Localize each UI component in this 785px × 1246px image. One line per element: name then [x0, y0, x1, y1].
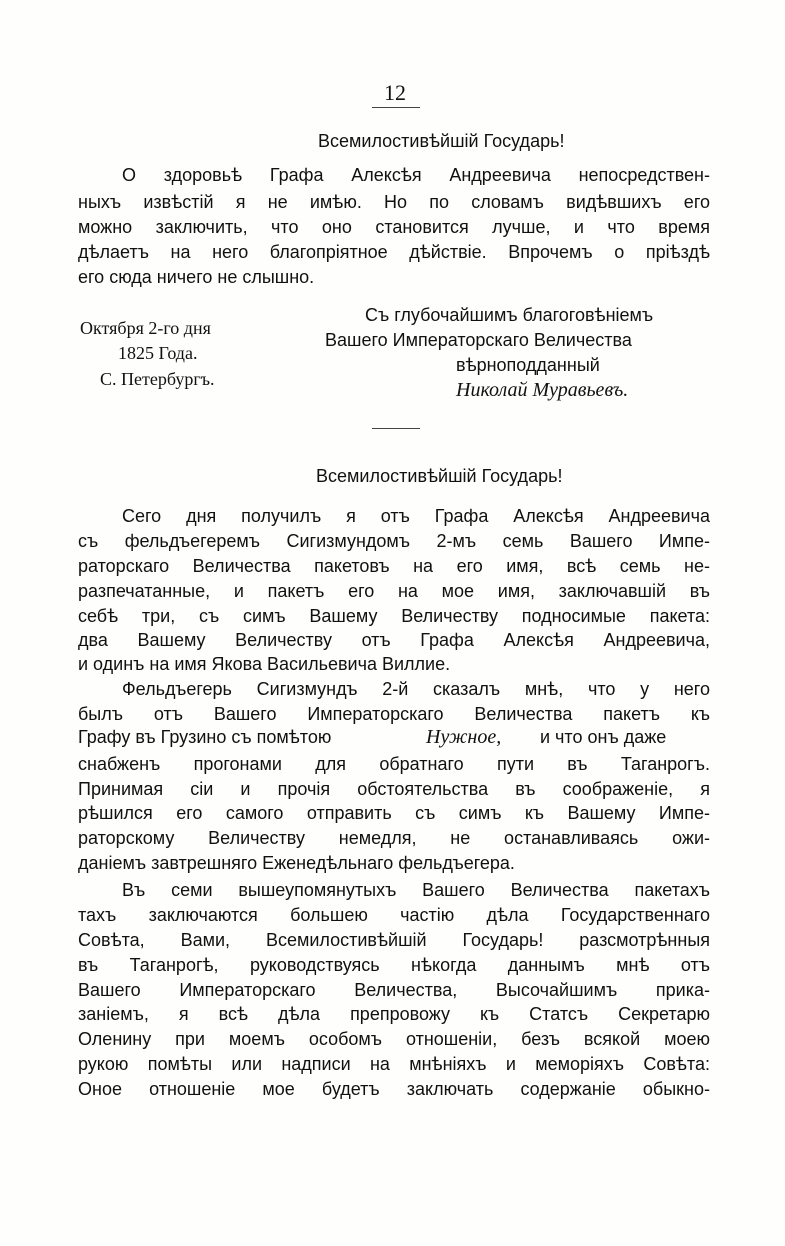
letter2-line: раторскому Величеству немедля, не останавливаясь ожи- — [78, 828, 710, 848]
letter1-salutation: Всемилостивѣйшій Государь! — [318, 131, 565, 151]
letter1-line: можно заключить, что оно становится лучше, и что время — [78, 217, 710, 237]
letter2-line: въ Таганрогѣ, руководствуясь нѣкогда даннымъ мнѣ отъ — [78, 955, 710, 975]
letter2-mark-note: Нужное, — [426, 726, 502, 748]
section-divider — [372, 428, 420, 429]
letter2-line: Совѣта, Вами, Всемилостивѣйшій Государь! разсмотрѣнныя — [78, 930, 710, 950]
letter2-line: съ фельдъегеремъ Сигизмундомъ 2-мъ семь Вашего Импе- — [78, 531, 710, 551]
letter2-line-part: и что онъ даже — [540, 727, 667, 747]
letter1-line: дѣлаетъ на него благопріятное дѣйствіе. Впрочемъ о пріѣздѣ — [78, 242, 710, 262]
letter2-line-part: Графу въ Грузино съ помѣтою — [78, 727, 332, 747]
letter2-line: рукою помѣты или надписи на мнѣніяхъ и меморіяхъ Совѣта: — [78, 1054, 710, 1074]
letter1-year: 1825 Года. — [118, 343, 198, 363]
letter2-line: снабженъ прогонами для обратнаго пути въ Таганрогъ. — [78, 754, 710, 774]
letter1-place: С. Петербургъ. — [100, 369, 215, 389]
letter2-line: заніемъ, я всѣ дѣла препровожу къ Статсъ Секретарю — [78, 1004, 710, 1024]
letter1-date: Октября 2-го дня — [80, 318, 211, 338]
letter2-line: былъ отъ Вашего Императорскаго Величества пакетъ къ — [78, 704, 710, 724]
letter2-line: Въ семи вышеупомянутыхъ Вашего Величества пакетахъ — [122, 880, 710, 900]
letter2-line: тахъ заключаются большею частію дѣла Государственнаго — [78, 905, 710, 925]
letter1-closing: Вашего Императорскаго Величества — [325, 330, 632, 350]
letter2-line: раторскаго Величества пакетовъ на его имя, всѣ семь не- — [78, 556, 710, 576]
page-number: 12 — [384, 80, 406, 105]
letter1-closing: вѣрноподданный — [456, 355, 600, 375]
letter1-line: О здоровьѣ Графа Алексѣя Андреевича непосредствен- — [122, 165, 710, 185]
letter2-line: Сего дня получилъ я отъ Графа Алексѣя Андреевича — [122, 506, 710, 526]
letter2-line: и одинъ на имя Якова Васильевича Виллие. — [78, 654, 451, 674]
letter2-line: разпечатанные, и пакетъ его на мое имя, заключавшій въ — [78, 581, 710, 601]
letter2-line: рѣшился его самого отправить съ симъ къ Вашему Импе- — [78, 803, 710, 823]
letter2-line: Оленину при моемъ особомъ отношеніи, безъ всякой моею — [78, 1029, 710, 1049]
letter2-salutation: Всемилостивѣйшій Государь! — [316, 466, 563, 486]
letter2-line: Фельдъегерь Сигизмундъ 2-й сказалъ мнѣ, что у него — [122, 679, 710, 699]
letter2-line: даніемъ завтрешняго Еженедѣльнаго фельдъегера. — [78, 853, 515, 873]
letter2-line: себѣ три, съ симъ Вашему Величеству подносимые пакета: — [78, 606, 710, 626]
letter1-line: ныхъ извѣстій я не имѣю. Но по словамъ видѣвшихъ его — [78, 192, 710, 212]
letter1-line: его сюда ничего не слышно. — [78, 267, 315, 287]
letter2-line: Оное отношеніе мое будетъ заключать содержаніе обыкно- — [78, 1079, 710, 1099]
letter1-closing: Съ глубочайшимъ благоговѣніемъ — [365, 305, 654, 325]
letter1-signature: Николай Муравьевъ. — [456, 379, 629, 401]
letter2-line: два Вашему Величеству отъ Графа Алексѣя Андреевича, — [78, 630, 710, 650]
page-number-rule — [372, 107, 420, 108]
letter2-line: Вашего Императорскаго Величества, Высочайшимъ прика- — [78, 980, 710, 1000]
letter2-line: Принимая сіи и прочія обстоятельства въ соображеніе, я — [78, 779, 710, 799]
